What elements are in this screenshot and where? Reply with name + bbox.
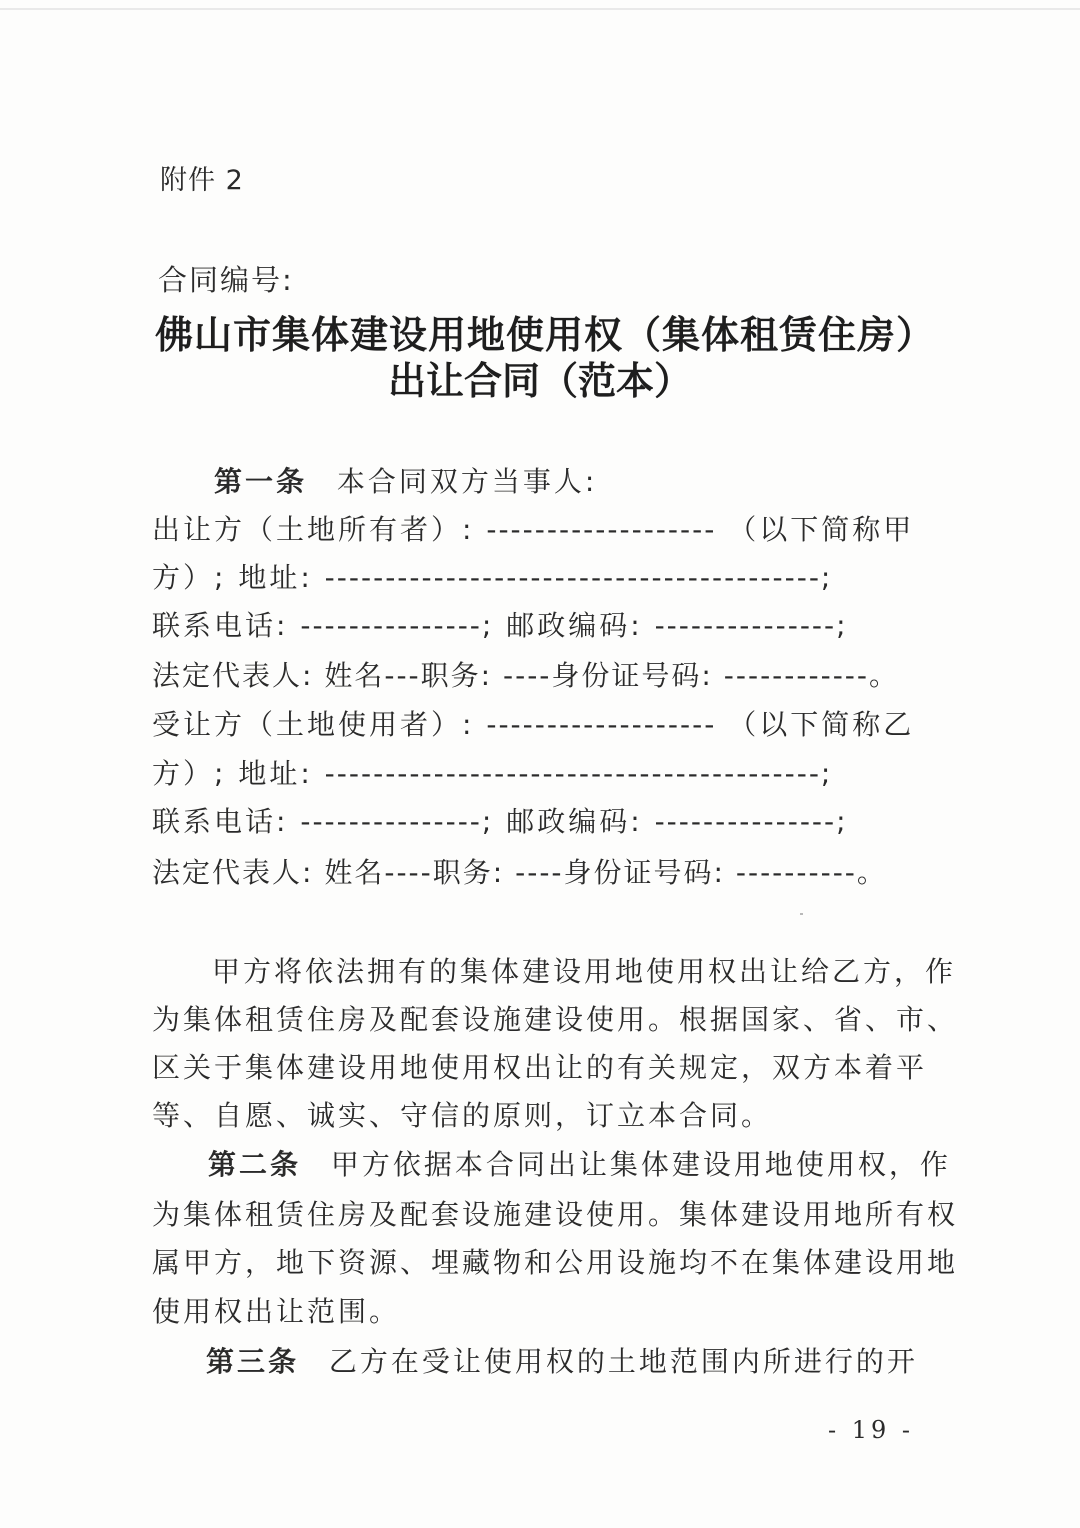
paragraph1-line2: 为集体租赁住房及配套设施建设使用。根据国家、省、市、	[152, 1003, 959, 1036]
transferor-representative-line	[152, 654, 899, 694]
contract-number-label: 合同编号:	[158, 263, 294, 297]
transferee-address-line	[152, 752, 833, 792]
article2-heading: 第二条	[208, 1148, 302, 1181]
transferor-alias: （以下简称甲	[728, 513, 915, 546]
semicolon: ;	[820, 561, 834, 594]
transferee-label: 受让方（土地使用者）:	[152, 708, 475, 741]
rep-post-label: 职务:	[420, 659, 503, 692]
semicolon: ;	[820, 757, 834, 790]
postal-blank: ---------------	[654, 609, 837, 642]
postal-label: ; 邮政编码:	[481, 805, 655, 838]
article3-line1	[206, 1340, 918, 1380]
article1-intro: 本合同双方当事人:	[336, 465, 598, 498]
postal-label: ; 邮政编码:	[481, 609, 655, 642]
period: 。	[869, 659, 900, 692]
article2-line4: 使用权出让范围。	[152, 1295, 401, 1328]
article3-text: 乙方在受让使用权的土地范围内所进行的开	[328, 1345, 918, 1378]
article2-line1	[208, 1143, 951, 1183]
scan-edge-line	[0, 8, 1080, 10]
article2-line3: 属甲方，地下资源、埋藏物和公用设施均不在集体建设用地	[152, 1246, 959, 1279]
rep-id-label: 身份证号码:	[563, 856, 736, 889]
transferor-name-blank: -------------------	[486, 513, 717, 546]
paragraph1-line1: 甲方将依法拥有的集体建设用地使用权出让给乙方，作	[212, 955, 957, 988]
address-label: 方）; 地址:	[152, 757, 325, 790]
address-blank: -----------------------------------------	[324, 757, 821, 790]
address-blank: -----------------------------------------	[324, 561, 821, 594]
phone-label: 联系电话:	[152, 609, 301, 642]
postal-blank: ---------------	[654, 805, 837, 838]
rep-name-blank: ---	[384, 659, 421, 692]
transferee-representative-line	[152, 851, 887, 891]
page-number: - 19 -	[828, 1416, 915, 1444]
paragraph1-line3: 区关于集体建设用地使用权出让的有关规定，双方本着平	[152, 1051, 928, 1084]
phone-label: 联系电话:	[152, 805, 301, 838]
article1-line	[214, 460, 597, 500]
transferor-line	[152, 508, 914, 548]
transferee-alias: （以下简称乙	[728, 708, 915, 741]
semicolon: ;	[836, 609, 849, 642]
rep-label: 法定代表人: 姓名	[152, 856, 385, 889]
transferee-name-blank: -------------------	[486, 708, 717, 741]
rep-post-blank: ----	[503, 659, 552, 692]
semicolon: ;	[836, 805, 849, 838]
scan-speck	[800, 913, 803, 915]
article2-line2: 为集体租赁住房及配套设施建设使用。集体建设用地所有权	[152, 1198, 959, 1231]
phone-blank: ---------------	[300, 805, 482, 838]
document-title-line2: 出让合同（范本）	[387, 358, 692, 403]
rep-id-label: 身份证号码:	[551, 659, 724, 692]
rep-name-blank: ----	[384, 856, 433, 889]
paragraph1-line4: 等、自愿、诚实、守信的原则，订立本合同。	[152, 1099, 773, 1132]
rep-post-blank: ----	[515, 856, 564, 889]
phone-blank: ---------------	[300, 609, 482, 642]
article2-text1: 甲方依据本合同出让集体建设用地使用权，作	[330, 1148, 951, 1181]
transferee-contact-line	[152, 800, 849, 840]
transferor-address-line	[152, 556, 833, 596]
document-title-line1: 佛山市集体建设用地使用权（集体租赁住房）	[155, 312, 936, 357]
transferee-line	[152, 703, 914, 743]
rep-post-label: 职务:	[432, 856, 516, 889]
rep-id-blank: ------------	[723, 659, 870, 692]
rep-id-blank: ----------	[735, 856, 857, 889]
address-label: 方）; 地址:	[152, 561, 325, 594]
rep-label: 法定代表人: 姓名	[152, 659, 385, 692]
transferor-contact-line	[152, 604, 849, 644]
transferor-label: 出让方（土地所有者）:	[152, 513, 475, 546]
attachment-label: 附件 2	[160, 165, 244, 196]
period: 。	[856, 856, 887, 889]
article1-heading: 第一条	[214, 465, 308, 498]
article3-heading: 第三条	[206, 1345, 300, 1378]
